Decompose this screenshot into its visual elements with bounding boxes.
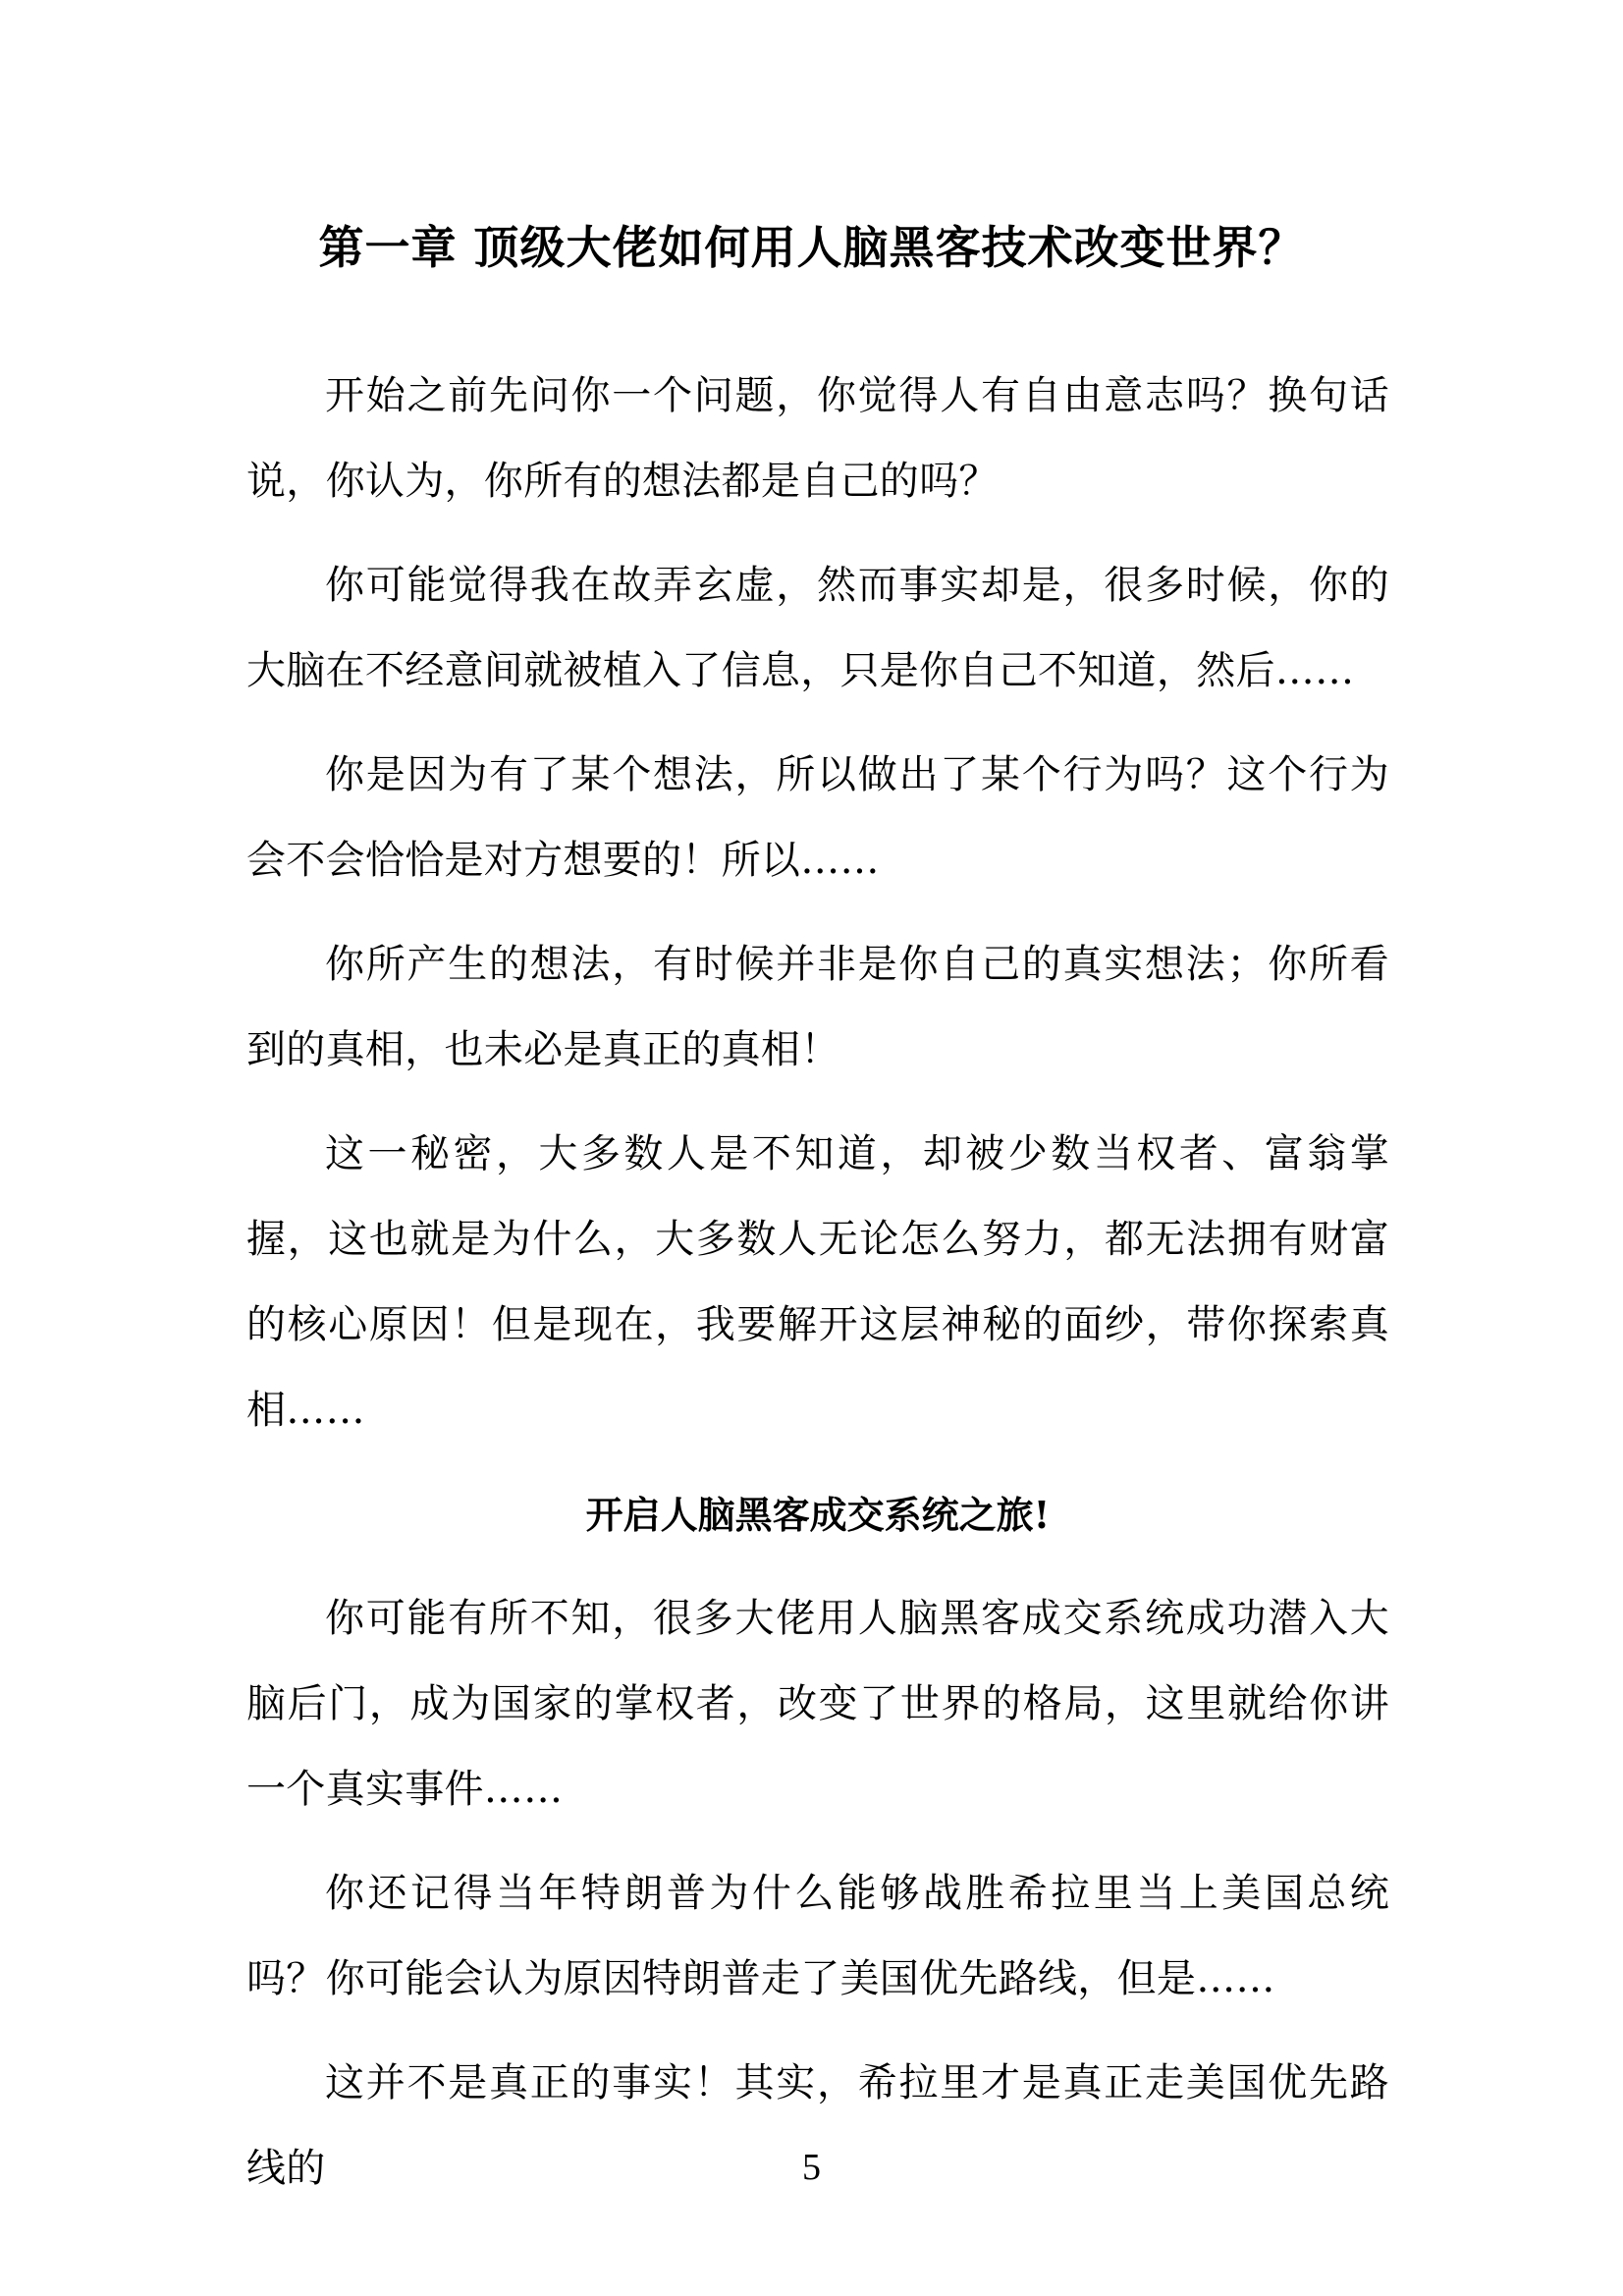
paragraph: 你是因为有了某个想法，所以做出了某个行为吗？这个行为会不会恰恰是对方想要的！所以…… bbox=[246, 752, 1389, 883]
paragraph: 这并不是真正的事实！其实，希拉里才是真正走美国优先路线的 bbox=[246, 2060, 1389, 2191]
paragraph: 你所产生的想法，有时候并非是你自己的真实想法；你所看到的真相，也未必是真正的真相！ bbox=[246, 942, 1389, 1072]
body-text bbox=[246, 354, 1389, 2230]
paragraph: 你可能觉得我在故弄玄虚，然而事实却是，很多时候，你的大脑在不经意间就被植入了信息，只是你自己不知道，然后…… bbox=[246, 563, 1389, 693]
page-number: 5 bbox=[802, 2147, 821, 2188]
paragraph: 你可能有所不知，很多大佬用人脑黑客成交系统成功潜入大脑后门，成为国家的掌权者，改变了世界的格局，这里就给你讲一个真实事件…… bbox=[246, 1596, 1389, 1812]
section-heading: 开启人脑黑客成交系统之旅! bbox=[585, 1493, 1051, 1537]
paragraph: 开始之前先问你一个问题，你觉得人有自由意志吗？换句话说，你认为，你所有的想法都是自己的吗？ bbox=[246, 373, 1389, 504]
paragraph: 你还记得当年特朗普为什么能够战胜希拉里当上美国总统吗？你可能会认为原因特朗普走了美国优先路线，但是…… bbox=[246, 1871, 1389, 2001]
chapter-title: 第一章 顶级大佬如何用人脑黑客技术改变世界？ bbox=[318, 221, 1305, 274]
paragraph: 这一秘密，大多数人是不知道，却被少数当权者、富翁掌握，这也就是为什么，大多数人无论怎么努力，都无法拥有财富的核心原因！但是现在，我要解开这层神秘的面纱，带你探索真相…… bbox=[246, 1131, 1389, 1433]
